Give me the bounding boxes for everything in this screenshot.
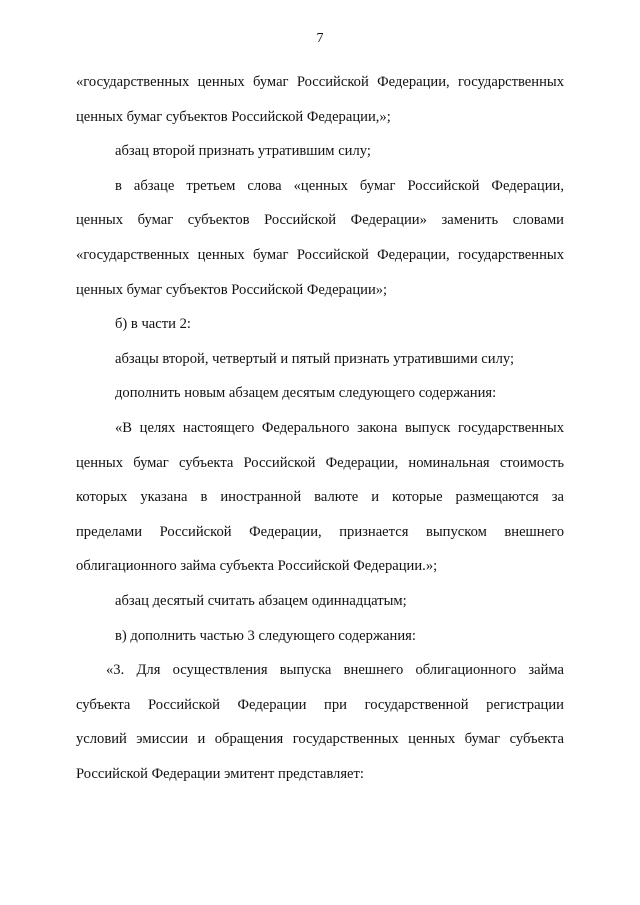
text-line: Российской Федерации эмитент представляет:	[76, 765, 364, 782]
text-line: ценных бумаг субъектов Российской Федерации» заменить словами	[76, 212, 564, 229]
page-number: 7	[316, 31, 324, 46]
text-line: ценных бумаг субъектов Российской Федерации»;	[76, 281, 388, 298]
text-line: в абзаце третьем слова «ценных бумаг Российской Федерации,	[115, 177, 564, 194]
text-line: в) дополнить частью 3 следующего содержания:	[115, 627, 416, 644]
text-line: облигационного займа субъекта Российской Федерации.»;	[76, 558, 438, 575]
text-line: ценных бумаг субъектов Российской Федерации,»;	[76, 108, 391, 125]
document-body	[76, 72, 564, 798]
text-line: «государственных ценных бумаг Российской Федерации, государственных	[76, 74, 564, 90]
text-line: которых указана в иностранной валюте и которые размещаются за	[76, 489, 564, 506]
text-line: «государственных ценных бумаг Российской Федерации, государственных	[76, 246, 564, 263]
text-line: абзац десятый считать абзацем одиннадцатым;	[115, 592, 407, 609]
text-line: ценных бумаг субъекта Российской Федерации, номинальная стоимость	[76, 454, 564, 471]
text-line: дополнить новым абзацем десятым следующего содержания:	[115, 385, 497, 402]
text-line: абзацы второй, четвертый и пятый признать утратившими силу;	[115, 350, 515, 367]
text-line: субъекта Российской Федерации при государственной регистрации	[76, 696, 564, 713]
text-line: б) в части 2:	[115, 316, 191, 333]
text-line: пределами Российской Федерации, признается выпуском внешнего	[76, 523, 564, 540]
text-line: абзац второй признать утратившим силу;	[115, 143, 371, 160]
text-line: «3. Для осуществления выпуска внешнего облигационного займа	[106, 662, 564, 679]
text-line: условий эмиссии и обращения государственных ценных бумаг субъекта	[76, 731, 564, 748]
text-line: «В целях настоящего Федерального закона выпуск государственных	[115, 419, 564, 436]
